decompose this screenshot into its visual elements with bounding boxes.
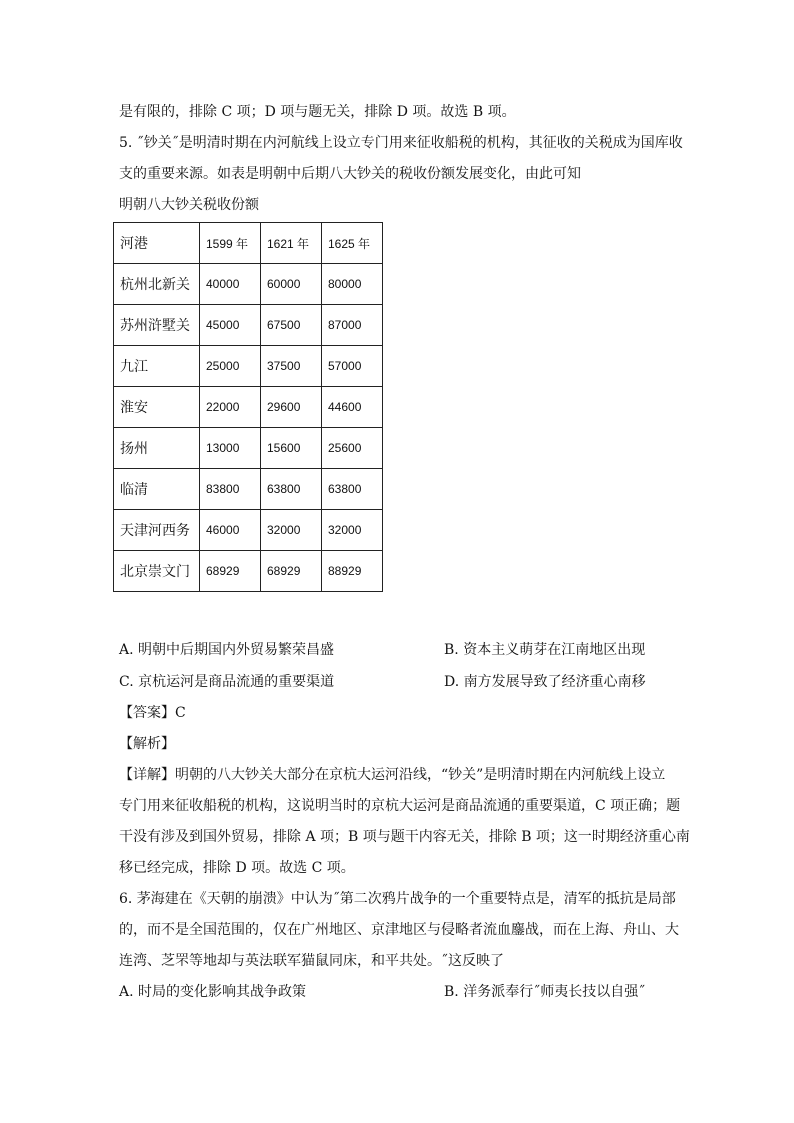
detail-line-4: 移已经完成，排除 D 项。故选 C 项。 [119, 860, 355, 876]
value-cell: 46000 [200, 510, 261, 551]
table-row [114, 264, 383, 305]
value-cell: 32000 [261, 510, 322, 551]
value-cell: 88929 [322, 551, 383, 592]
table-row [114, 469, 383, 510]
detail-line-3: 干没有涉及到国外贸易，排除 A 项；B 项与题干内容无关，排除 B 项；这一时期经济重心南 [119, 829, 690, 845]
table-row [114, 510, 383, 551]
port-cell: 苏州浒墅关 [114, 305, 200, 346]
value-cell: 80000 [322, 264, 383, 305]
header-cell-port: 河港 [114, 223, 200, 264]
question-6-option-b: B. 洋务派奉行˝师夷长技以自强˝ [444, 984, 646, 1000]
port-cell: 北京崇文门 [114, 551, 200, 592]
value-cell: 83800 [200, 469, 261, 510]
table-row [114, 387, 383, 428]
table-caption: 明朝八大钞关税收份额 [119, 197, 259, 213]
value-cell: 57000 [322, 346, 383, 387]
table-row [114, 428, 383, 469]
value-cell: 68929 [200, 551, 261, 592]
port-cell: 临清 [114, 469, 200, 510]
question-6-option-a: A. 时局的变化影响其战争政策 [119, 984, 307, 1000]
tax-table [113, 222, 383, 592]
question-5-stem-line-2: 支的重要来源。如表是明朝中后期八大钞关的税收份额发展变化，由此可知 [119, 166, 581, 182]
question-5-option-c: C. 京杭运河是商品流通的重要渠道 [119, 674, 335, 690]
value-cell: 44600 [322, 387, 383, 428]
value-cell: 40000 [200, 264, 261, 305]
previous-analysis-tail: 是有限的，排除 C 项；D 项与题无关，排除 D 项。故选 B 项。 [119, 104, 516, 120]
value-cell: 63800 [261, 469, 322, 510]
detail-line-2: 专门用来征收船税的机构，这说明当时的京杭大运河是商品流通的重要渠道，C 项正确；题 [119, 798, 681, 814]
value-cell: 13000 [200, 428, 261, 469]
value-cell: 22000 [200, 387, 261, 428]
value-cell: 37500 [261, 346, 322, 387]
value-cell: 63800 [322, 469, 383, 510]
port-cell: 淮安 [114, 387, 200, 428]
question-5-option-d: D. 南方发展导致了经济重心南移 [444, 674, 646, 690]
value-cell: 25600 [322, 428, 383, 469]
answer-label: 【答案】C [119, 705, 186, 721]
value-cell: 29600 [261, 387, 322, 428]
header-cell-1599: 1599 年 [200, 223, 261, 264]
question-5-stem-line-1: 5. ˝钞关˝是明清时期在内河航线上设立专门用来征收船税的机构，其征收的关税成为国库收 [119, 135, 683, 151]
port-cell: 杭州北新关 [114, 264, 200, 305]
value-cell: 68929 [261, 551, 322, 592]
table-row [114, 305, 383, 346]
question-5-option-b: B. 资本主义萌芽在江南地区出现 [444, 642, 646, 658]
question-6-stem-line-2: 的，而不是全国范围的，仅在广州地区、京津地区与侵略者流血鏖战，而在上海、舟山、大 [119, 922, 679, 938]
value-cell: 60000 [261, 264, 322, 305]
value-cell: 15600 [261, 428, 322, 469]
question-5-option-a: A. 明朝中后期国内外贸易繁荣昌盛 [119, 642, 335, 658]
analysis-label: 【解析】 [119, 736, 175, 752]
table-header-row [114, 223, 383, 264]
value-cell: 87000 [322, 305, 383, 346]
value-cell: 25000 [200, 346, 261, 387]
question-6-stem-line-1: 6. 茅海建在《天朝的崩溃》中认为˝第二次鸦片战争的一个重要特点是，清军的抵抗是局部 [119, 891, 676, 907]
detail-line-1: 【详解】明朝的八大钞关大部分在京杭大运河沿线，“钞关”是明清时期在内河航线上设立 [119, 767, 666, 783]
value-cell: 32000 [322, 510, 383, 551]
port-cell: 天津河西务 [114, 510, 200, 551]
port-cell: 扬州 [114, 428, 200, 469]
header-cell-1621: 1621 年 [261, 223, 322, 264]
value-cell: 67500 [261, 305, 322, 346]
table-row [114, 551, 383, 592]
question-6-stem-line-3: 连湾、芝罘等地却与英法联军猫鼠同床，和平共处。˝这反映了 [119, 953, 504, 969]
table-row [114, 346, 383, 387]
header-cell-1625: 1625 年 [322, 223, 383, 264]
port-cell: 九江 [114, 346, 200, 387]
value-cell: 45000 [200, 305, 261, 346]
